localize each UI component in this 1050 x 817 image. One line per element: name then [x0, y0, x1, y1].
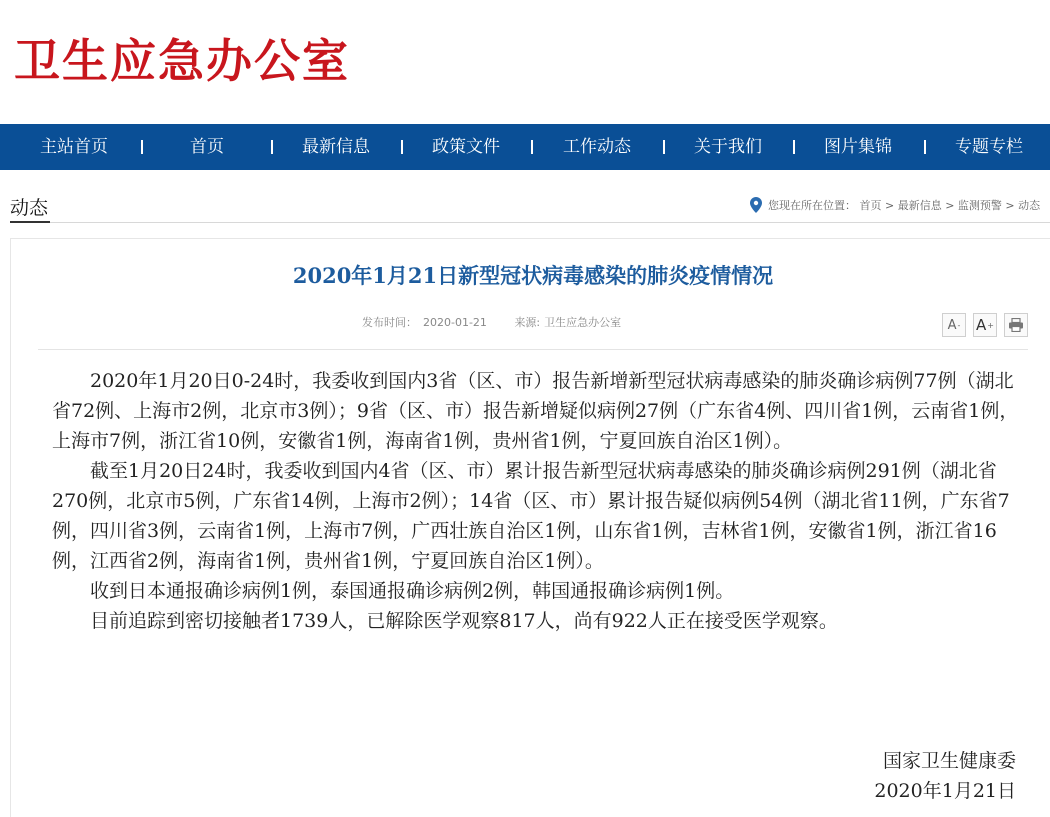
- nav-item-home[interactable]: 首页: [190, 137, 224, 157]
- article-paragraph: 目前追踪到密切接触者1739人，已解除医学观察817人，尚有922人正在接受医学观察。: [90, 610, 838, 632]
- section-title-underline: [10, 221, 50, 223]
- nav-item-work[interactable]: 工作动态: [563, 137, 631, 157]
- section-title: 动态: [10, 197, 49, 219]
- source-label: 来源:: [514, 316, 541, 329]
- source-value: 卫生应急办公室: [544, 316, 622, 329]
- signature-date: 2020年1月21日: [874, 780, 1016, 802]
- print-button[interactable]: [1004, 313, 1028, 337]
- minus-sign: -: [957, 320, 961, 330]
- breadcrumb: [750, 195, 1050, 215]
- nav-item-topics[interactable]: 专题专栏: [955, 137, 1023, 157]
- font-increase-label: A: [976, 316, 987, 334]
- nav-separator: [141, 140, 143, 154]
- publish-date: [362, 316, 499, 329]
- nav-separator: [401, 140, 403, 154]
- nav-separator: [793, 140, 795, 154]
- article-paragraph: 2020年1月20日0-24时，我委收到国内3省（区、市）报告新增新型冠状病毒感染的肺炎确诊病例77例（湖北省72例、上海市2例，北京市3例）；9省（区、市）报告新增疑似病例27例（广东省4例、四川省1例，云南省1例，上海市7例，浙江省10例，安徽省1例，海南省1例，贵州省1例，宁夏回族自治区1例）。: [52, 370, 1019, 452]
- article-meta: [362, 314, 645, 330]
- font-increase-button[interactable]: [973, 313, 997, 337]
- plus-sign: +: [987, 320, 994, 330]
- breadcrumb-text[interactable]: 您现在所在位置： 首页 > 最新信息 > 监测预警 > 动态: [768, 199, 1041, 212]
- nav-item-policy[interactable]: 政策文件: [432, 137, 500, 157]
- publish-label: 发布时间：: [362, 316, 417, 329]
- nav-item-latest[interactable]: 最新信息: [302, 137, 370, 157]
- nav-separator: [271, 140, 273, 154]
- printer-icon: [1008, 318, 1024, 332]
- nav-item-about[interactable]: 关于我们: [694, 137, 762, 157]
- article-body: [52, 366, 1032, 636]
- article-source: [514, 316, 633, 329]
- article-paragraph: 收到日本通报确诊病例1例，泰国通报确诊病例2例，韩国通报确诊病例1例。: [90, 580, 735, 602]
- publish-date-value: 2020-01-21: [423, 316, 487, 329]
- section-divider: [10, 222, 1050, 223]
- nav-separator: [531, 140, 533, 154]
- font-decrease-label: A: [947, 317, 957, 333]
- article-signature: [874, 746, 1016, 806]
- nav-item-gallery[interactable]: 图片集锦: [824, 137, 892, 157]
- meta-divider: [38, 349, 1028, 350]
- nav-separator: [663, 140, 665, 154]
- nav-item-main-home[interactable]: 主站首页: [40, 137, 108, 157]
- article-title: 2020年1月21日新型冠状病毒感染的肺炎疫情情况: [292, 263, 774, 288]
- nav-separator: [924, 140, 926, 154]
- main-nav: [0, 124, 1050, 170]
- font-decrease-button[interactable]: [942, 313, 966, 337]
- location-pin-icon: [750, 197, 762, 213]
- site-logo[interactable]: 卫生应急办公室: [14, 34, 350, 88]
- signature-org: 国家卫生健康委: [882, 750, 1016, 772]
- article-paragraph: 截至1月20日24时，我委收到国内4省（区、市）累计报告新型冠状病毒感染的肺炎确诊病例291例（湖北省270例，北京市5例，广东省14例，上海市2例）；14省（区、市）累计报告疑似病例54例（湖北省11例，广东省7例，四川省3例，云南省1例，上海市7例，广西壮族自治区1例，山东省1例，吉林省1例，安徽省1例，浙江省16例，江西省2例，海南省1例，贵州省1例，宁夏回族自治区1例）。: [52, 460, 1010, 572]
